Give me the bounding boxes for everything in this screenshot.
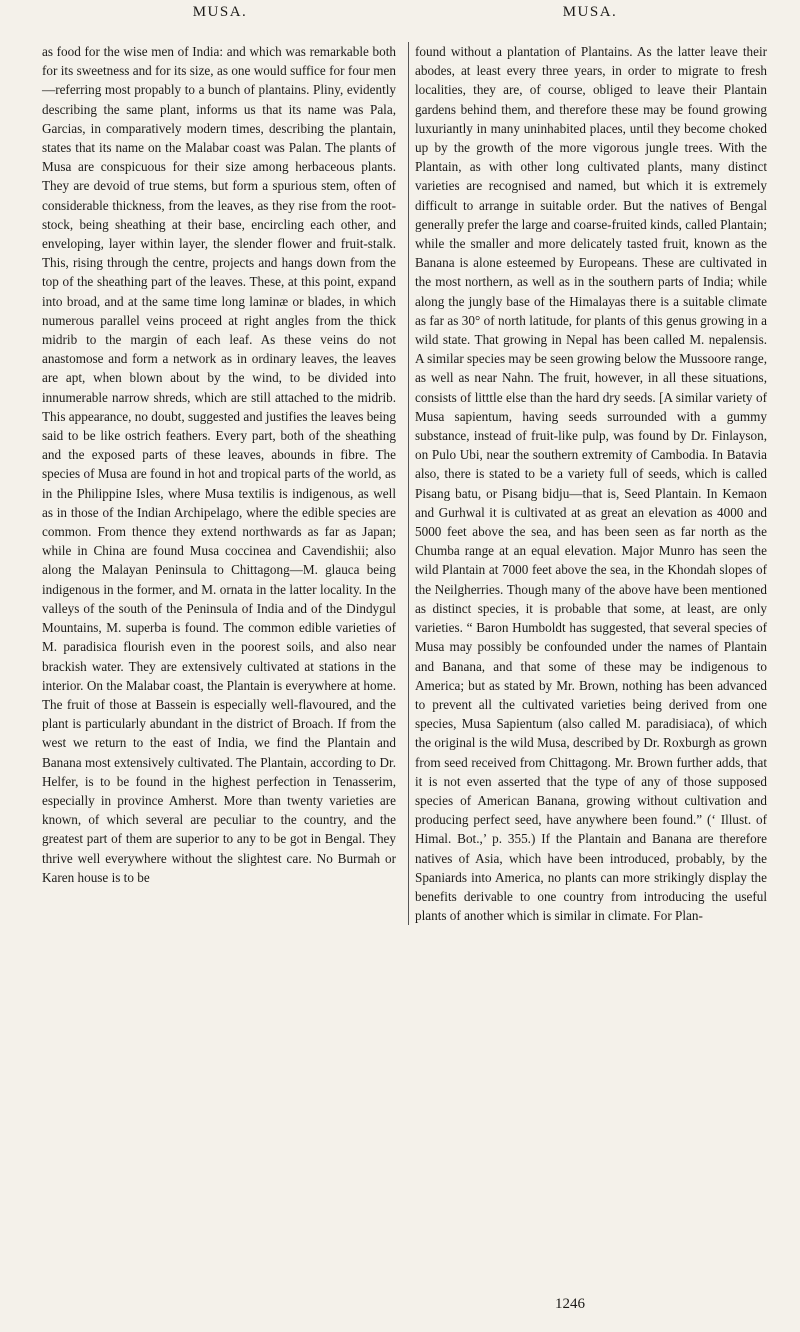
text-column-left	[42, 42, 396, 887]
page-number: 1246	[555, 1296, 585, 1312]
running-head-left: MUSA.	[192, 4, 248, 20]
left-column-paragraph: as food for the wise men of India: and which was remarkable both for its sweetness and for its size, as one would suffice for four men—referring most propably to a bunch of plantains. Pliny, evidently describing the same plant, informs us that its name was Pala, Garcias, in comparatively modern times, describing the plantain, states that its name on the Malabar coast was Palan. The plants of Musa are conspicuous for their size among herbaceous plants. They are devoid of true stems, but form a spurious stem, often of considerable thickness, from the leaves, as they rise from the root-stock, being sheathing at their base, encircling each other, and enveloping, layer within layer, the slender flower and fruit-stalk. This, rising through the centre, projects and hangs down from the top of the sheathing part of the leaves. These, at this point, expand into broad, and at the same time long laminæ or blades, in which numerous parallel veins proceed at right angles from the thick midrib to the margin of each leaf. As these veins do not anastomose and form a network as in ordinary leaves, the leaves are apt, when blown about by the wind, to be divided into innumerable narrow shreds, which are still attached to the midrib. This appearance, no doubt, suggested and justifies the leaves being said to be like ostrich feathers. Every part, both of the sheathing and the exposed parts of these leaves, abounds in fibre. The species of Musa are found in hot and tropical parts of the world, as in the Philippine Isles, where Musa textilis is indigenous, as well as in those of the Indian Archipelago, where the edible species are common. From thence they extend northwards as far as Japan; while in China are found Musa coccinea and Cavendishii; also along the Malayan Peninsula to Chittagong—M. glauca being indigenous in the former, and M. ornata in the latter locality. In the valleys of the south of the Peninsula of India and of the Dindygul Mountains, M. superba is found. The common edible varieties of M. paradisica flourish even in the poorest soils, and also near brackish water. They are extensively cultivated at stations in the interior. On the Malabar coast, the Plantain is everywhere at home. The fruit of those at Bassein is especially well-flavoured, and the plant is particularly abundant in the district of Broach. If from the west we return to the east of India, we find the Plantain and Banana most extensively cultivated. The Plantain, according to Dr. Helfer, is to be found in the highest perfection in Tenasserim, especially in province Amherst. More than twenty varieties are known, of which several are peculiar to the country, and the greatest part of them are superior to any to be got in Bengal. They thrive well everywhere without the slightest care. No Burmah or Karen house is to be	[42, 44, 396, 885]
running-head-right: MUSA.	[562, 4, 618, 20]
text-column-right	[408, 42, 767, 925]
right-column-paragraph: found without a plantation of Plantains. As the latter leave their abodes, at least every three years, in order to migrate to fresh localities, they are, of course, obliged to leave their Plantain gardens behind them, and therefore these may be found growing luxuriantly in many uninhabited places, until they become choked up by the growth of the more vigorous jungle trees. With the Plantain, as with other long cultivated plants, many distinct varieties are recognised and named, but which it is extremely difficult to arrange in suitable order. But the natives of Bengal generally prefer the large and coarse-fruited kinds, called Plantain; while the smaller and more delicately tasted fruit, known as the Banana is alone esteemed by Europeans. These are cultivated in the most northern, as well as in the southern parts of India; while along the jungly base of the Himalayas there is a suitable climate as far as 30° of north latitude, for plants of this genus growing in a wild state. That growing in Nepal has been called M. nepalensis. A similar species may be seen growing below the Mussoore range, as well as near Nahn. The fruit, however, in all these situations, consists of litttle else than the hard dry seeds. [A similar variety of Musa sapientum, having seeds surrounded with a gummy substance, instead of fruit-like pulp, was found by Dr. Finlayson, on Pulo Ubi, near the southern extremity of Cambodia. In Batavia also, there is stated to be a variety full of seeds, which is called Pisang batu, or Pisang bidju—that is, Seed Plantain. In Kemaon and Gurhwal it is cultivated at as great an elevation as 4000 and 5000 feet above the sea, and has been seen as far north as the Chumba range at an equal elevation. Major Munro has seen the wild Plantain at 7000 feet above the sea, in the Khondah slopes of the Neilgherries. Though many of the above have been mentioned as distinct species, it is probable that some, at least, are only varieties. “ Baron Humboldt has suggested, that several species of Musa may possibly be confounded under the names of Plantain and Banana, and that some of these may be indigenous to America; but as stated by Mr. Brown, nothing has been advanced to prevent all the cultivated varieties being derived from one species, Musa Sapientum (also called M. paradisiaca), of which the original is the wild Musa, described by Dr. Roxburgh as grown from seed received from Chittagong. Mr. Brown further adds, that it is not even asserted that the type of any of those supposed species of American Banana, growing without cultivation and producing perfect seed, have anywhere been found.” (‘ Illust. of Himal. Bot.,’ p. 355.) If the Plantain and Banana are therefore natives of Asia, which have been introduced, probably, by the Spaniards into America, no plants can more strikingly display the benefits derivable to one country from introducing the useful plants of another which is similar in climate. For Plan-	[415, 44, 767, 924]
